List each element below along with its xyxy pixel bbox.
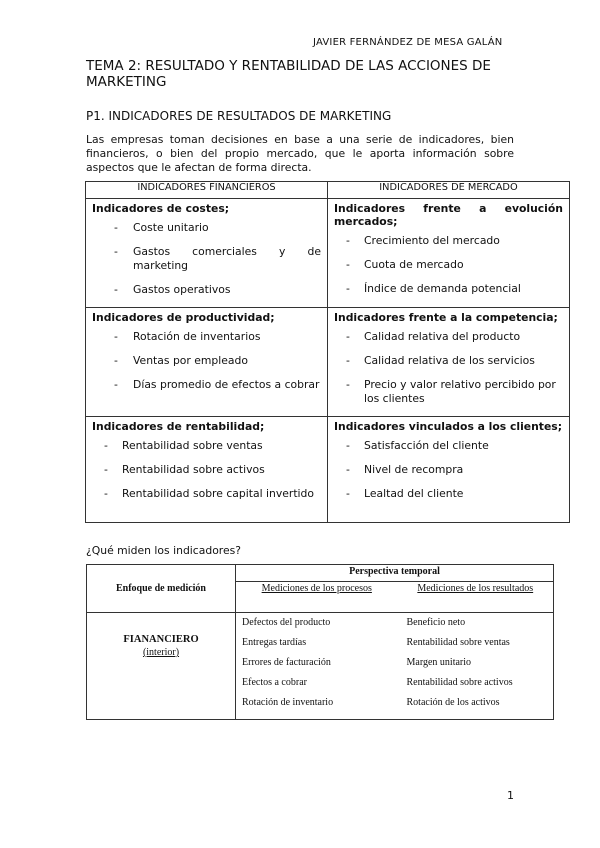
productivity-cell (86, 308, 328, 417)
result-measures (398, 613, 554, 720)
profitability-list (92, 439, 321, 501)
list-item: Rentabilidad sobre activos (406, 677, 513, 688)
market-evolution-title: Indicadores frente a evolución mercados; (334, 202, 563, 228)
section-heading: P1. INDICADORES DE RESULTADOS DE MARKETING (86, 109, 392, 123)
list-item: - Días promedio de efectos a cobrar (92, 378, 321, 392)
list-item: - Cuota de mercado (334, 258, 563, 272)
process-header: Mediciones de los procesos (236, 582, 398, 613)
results-header: Mediciones de los resultados (398, 582, 554, 613)
competition-cell (328, 308, 570, 417)
profitability-cell (86, 417, 328, 523)
list-item: - Lealtad del cliente (334, 487, 563, 501)
author-name: JAVIER FERNÁNDEZ DE MESA GALÁN (313, 37, 503, 48)
customers-list (334, 439, 563, 501)
list-item: - Rentabilidad sobre activos (92, 463, 321, 477)
productivity-list (92, 330, 321, 392)
list-item: - Nivel de recompra (334, 463, 563, 477)
list-item: Efectos a cobrar (242, 677, 307, 688)
costs-title: Indicadores de costes; (92, 202, 230, 215)
list-item: - Precio y valor relativo percibido por los clientes (334, 378, 563, 406)
page-title: TEMA 2: RESULTADO Y RENTABILIDAD DE LAS ACCIONES DE MARKETING (86, 58, 491, 90)
profitability-title: Indicadores de rentabilidad; (92, 420, 265, 433)
list-item: - Gastos operativos (92, 283, 321, 297)
list-item: - Satisfacción del cliente (334, 439, 563, 453)
productivity-title: Indicadores de productividad; (92, 311, 275, 324)
financial-indicators-header: INDICADORES FINANCIEROS (86, 182, 328, 199)
market-indicators-header: INDICADORES DE MERCADO (328, 182, 570, 199)
focus-header: Enfoque de medición (87, 565, 236, 613)
list-item: - Rentabilidad sobre capital invertido (92, 487, 321, 501)
list-item: Beneficio neto (406, 617, 466, 628)
question-text: ¿Qué miden los indicadores? (86, 544, 242, 557)
customers-title: Indicadores vinculados a los clientes; (334, 420, 563, 433)
list-item: - Ventas por empleado (92, 354, 321, 368)
list-item: - Índice de demanda potencial (334, 282, 563, 296)
financial-row-label: FIANANCIERO (interior) (87, 613, 236, 720)
indicators-table (85, 181, 570, 523)
measurement-table (86, 564, 554, 720)
list-item: - Gastos comerciales y de marketing (92, 245, 321, 273)
list-item: - Calidad relativa del producto (334, 330, 563, 344)
list-item: Rotación de inventario (242, 697, 334, 708)
list-item: - Crecimiento del mercado (334, 234, 563, 248)
market-evolution-list (334, 234, 563, 296)
intro-paragraph: Las empresas toman decisiones en base a una serie de indicadores, bien financieros, o bien del propio mercado, que le aporta información sobre aspectos que le afectan de forma directa. (86, 133, 514, 174)
market-evolution-cell (328, 199, 570, 308)
list-item: Margen unitario (406, 657, 472, 668)
customers-cell (328, 417, 570, 523)
competition-list (334, 330, 563, 406)
process-measures (236, 613, 398, 720)
page-number: 1 (507, 789, 514, 802)
list-item: - Coste unitario (92, 221, 321, 235)
list-item: Errores de facturación (242, 657, 331, 668)
list-item: - Rotación de inventarios (92, 330, 321, 344)
list-item: Entregas tardías (242, 637, 307, 648)
temporal-header: Perspectiva temporal (236, 565, 554, 582)
list-item: Rotación de los activos (406, 697, 500, 708)
list-item: Defectos del producto (242, 617, 331, 628)
costs-cell (86, 199, 328, 308)
list-item: - Calidad relativa de los servicios (334, 354, 563, 368)
list-item: - Rentabilidad sobre ventas (92, 439, 321, 453)
costs-list (92, 221, 321, 297)
list-item: Rentabilidad sobre ventas (406, 637, 510, 648)
competition-title: Indicadores frente a la competencia; (334, 311, 558, 324)
